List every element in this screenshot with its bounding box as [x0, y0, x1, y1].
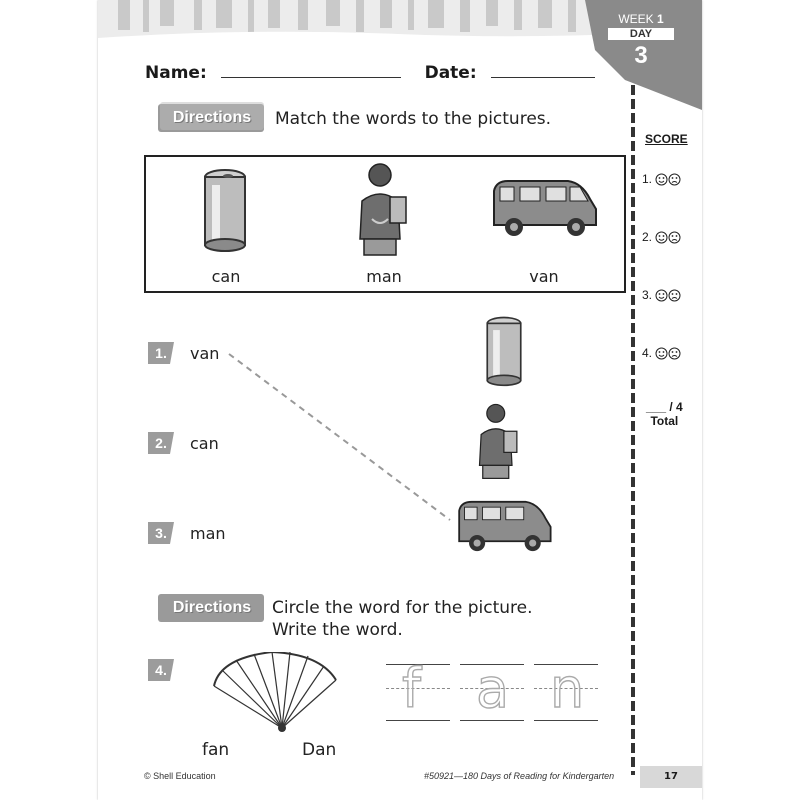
sad-face-icon[interactable]	[668, 347, 681, 360]
directions-text-2	[272, 597, 533, 641]
name-date-row	[145, 62, 595, 83]
footer-copyright: © Shell Education	[144, 771, 216, 781]
directions-badge-2: Directions	[158, 592, 266, 624]
score-total[interactable]	[646, 400, 683, 428]
day-number: 3	[634, 42, 648, 69]
sad-face-icon[interactable]	[668, 173, 681, 186]
sad-face-icon[interactable]	[668, 231, 681, 244]
van-icon	[486, 175, 602, 241]
score-item-4: 4.	[642, 346, 681, 360]
score-total-blank[interactable]: ___ / 4	[646, 400, 683, 414]
score-item-3: 3.	[642, 288, 681, 302]
trace-area[interactable]	[386, 657, 600, 724]
directions-badge-1: Directions	[158, 102, 266, 134]
trace-letter-n: n	[550, 657, 585, 720]
item-badge-3: 3.	[148, 522, 174, 544]
answer-man-icon[interactable]	[474, 402, 524, 480]
happy-face-icon[interactable]	[655, 347, 668, 360]
item-badge-2: 2.	[148, 432, 174, 454]
date-label: Date:	[424, 63, 477, 83]
man-icon	[354, 161, 414, 257]
answer-soda-can-icon[interactable]	[484, 315, 524, 387]
directions-text-2-line1: Circle the word for the picture.	[272, 598, 533, 618]
item-word-2[interactable]: can	[190, 434, 219, 453]
hand-fan-icon	[210, 652, 340, 734]
item-word-3[interactable]: man	[190, 524, 226, 543]
day-label: DAY	[608, 28, 674, 40]
picture-word-can: can	[211, 267, 241, 286]
happy-face-icon[interactable]	[655, 289, 668, 302]
week-label: WEEK 1	[618, 12, 664, 26]
trace-letter-a: a	[476, 657, 510, 720]
date-field[interactable]	[491, 62, 595, 78]
item-badge-4: 4.	[148, 659, 174, 681]
score-total-label: Total	[650, 414, 679, 428]
happy-face-icon[interactable]	[655, 173, 668, 186]
trace-letter-f: f	[402, 657, 422, 720]
example-match-line	[225, 350, 455, 525]
choice-word-fan[interactable]: fan	[202, 740, 230, 760]
answer-van-icon[interactable]	[452, 496, 556, 556]
page-number: 17	[640, 766, 702, 788]
sad-face-icon[interactable]	[668, 289, 681, 302]
directions-text-2-line2: Write the word.	[272, 620, 403, 640]
choice-word-dan[interactable]: Dan	[302, 740, 337, 760]
item-badge-1: 1.	[148, 342, 174, 364]
score-item-1: 1.	[642, 172, 681, 186]
footer-book-title: #50921—180 Days of Reading for Kindergarten	[424, 771, 615, 781]
item-word-1[interactable]: van	[190, 344, 220, 363]
picture-word-man: man	[366, 267, 402, 286]
score-divider	[631, 85, 635, 775]
soda-can-icon	[202, 167, 248, 253]
name-field[interactable]	[221, 62, 401, 78]
picture-word-box	[144, 155, 626, 293]
score-title: SCORE	[645, 132, 688, 146]
directions-text-1: Match the words to the pictures.	[275, 109, 552, 129]
picture-word-van: van	[529, 267, 559, 286]
happy-face-icon[interactable]	[655, 231, 668, 244]
name-label: Name:	[145, 63, 207, 83]
score-item-2: 2.	[642, 230, 681, 244]
